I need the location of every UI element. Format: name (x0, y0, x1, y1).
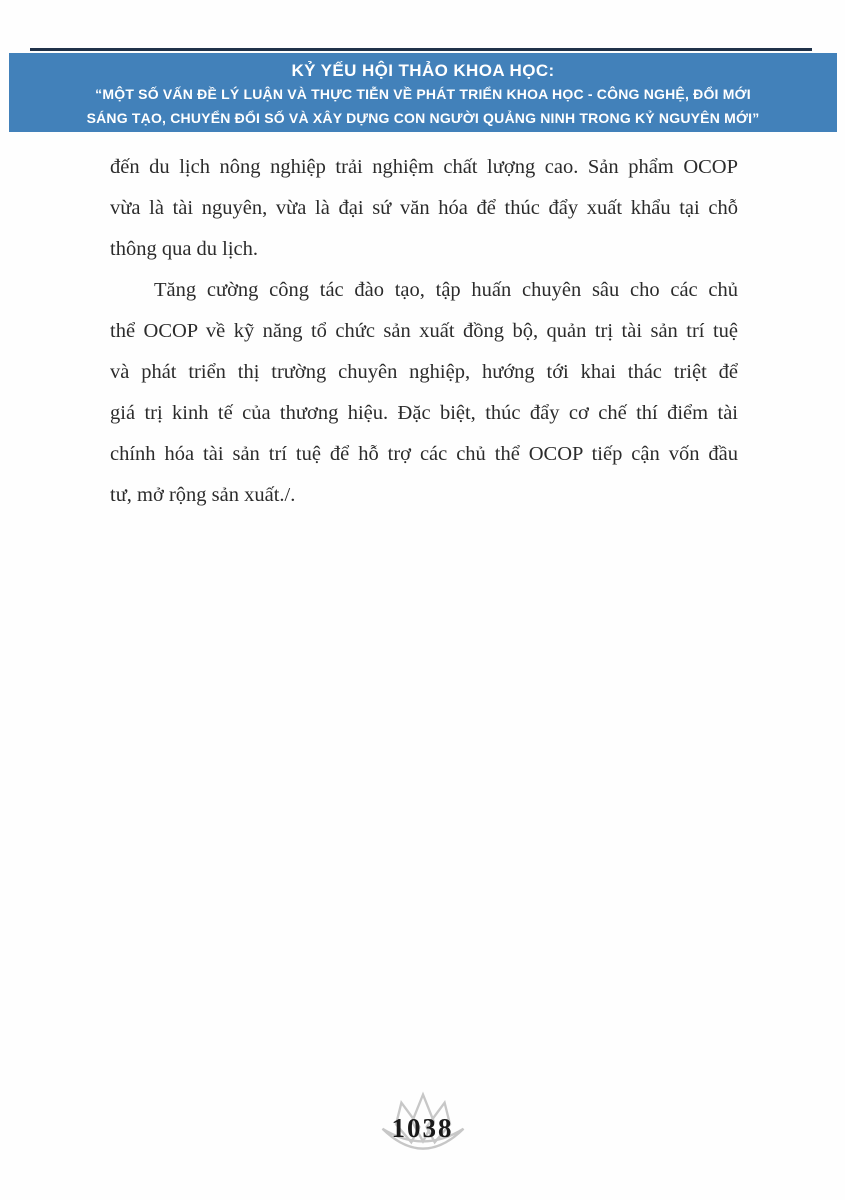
body-line: tư, mở rộng sản xuất./. (110, 484, 296, 506)
body-line: thể OCOP về kỹ năng tổ chức sản xuất đồng bộ, quản trị tài sản trí tuệ (110, 320, 738, 342)
body-line: đến du lịch nông nghiệp trải nghiệm chất lượng cao. Sản phẩm OCOP (110, 156, 738, 178)
ornament-wrap (378, 1091, 468, 1163)
banner-title: KỶ YẾU HỘI THẢO KHOA HỌC: (291, 61, 555, 80)
body-text (110, 147, 738, 516)
page-footer (0, 1091, 845, 1171)
header-banner (9, 53, 837, 132)
banner-subtitle-line-2: SÁNG TẠO, CHUYỂN ĐỔI SỐ VÀ XÂY DỰNG CON NGƯỜI QUẢNG NINH TRONG KỶ NGUYÊN MỚI” (86, 110, 760, 126)
banner-subtitle-line-1: “MỘT SỐ VẤN ĐỀ LÝ LUẬN VÀ THỰC TIỄN VỀ PHÁT TRIỂN KHOA HỌC - CÔNG NGHỆ, ĐỔI MỚI (95, 86, 751, 102)
body-line: chính hóa tài sản trí tuệ để hỗ trợ các chủ thể OCOP tiếp cận vốn đầu (110, 443, 738, 465)
header-top-rule (30, 48, 812, 51)
body-line: Tăng cường công tác đào tạo, tập huấn chuyên sâu cho các chủ (154, 279, 738, 301)
body-line: giá trị kinh tế của thương hiệu. Đặc biệt, thúc đẩy cơ chế thí điểm tài (110, 402, 738, 424)
body-line: thông qua du lịch. (110, 238, 259, 260)
lotus-ornament-icon (378, 1091, 468, 1163)
body-line: và phát triển thị trường chuyên nghiệp, hướng tới khai thác triệt để (110, 361, 738, 383)
page-number: 1038 (391, 1113, 454, 1143)
body-line: vừa là tài nguyên, vừa là đại sứ văn hóa để thúc đẩy xuất khẩu tại chỗ (110, 197, 738, 219)
